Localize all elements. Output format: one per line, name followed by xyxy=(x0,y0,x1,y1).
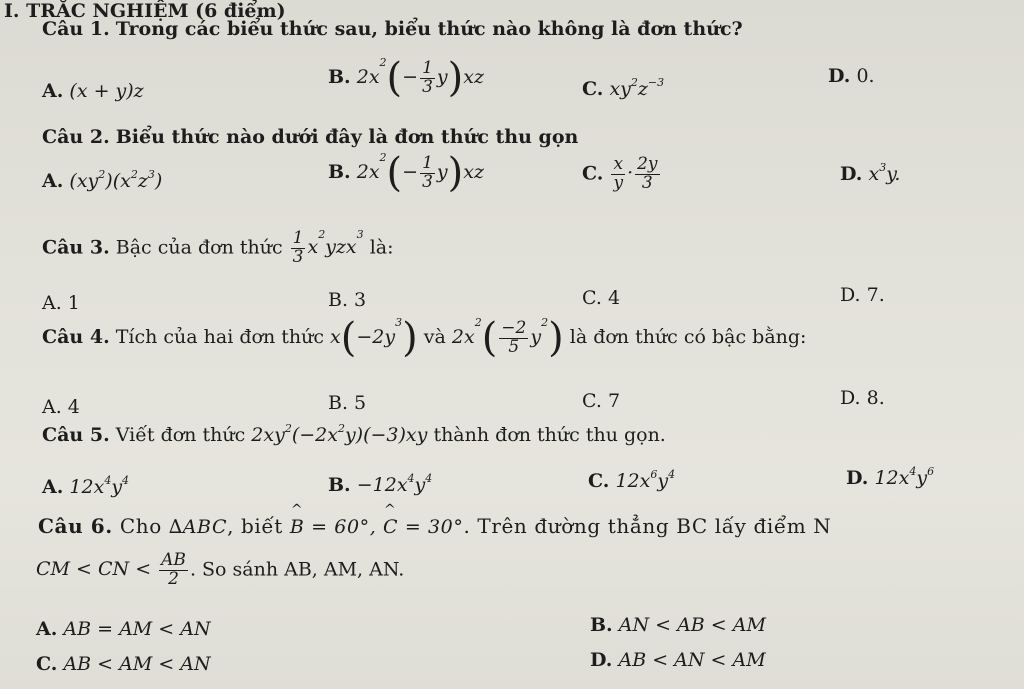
q5-option-b: B. $-12x^4y^4$ xyxy=(328,472,433,496)
question-1-text: Trong các biểu thức sau, biểu thức nào không là đơn thức? xyxy=(115,18,743,40)
q1-option-a: A. (x + y)z xyxy=(42,80,144,102)
q6-option-d-label: D. xyxy=(590,649,613,671)
q4-option-c: C. 7 xyxy=(582,390,621,412)
q3-option-d: D. 7. xyxy=(840,284,885,306)
question-6-tail: . Trên đường thẳng BC lấy điểm N xyxy=(463,514,832,538)
q5-option-c-label: C. xyxy=(588,470,610,492)
q6-option-a-label: A. xyxy=(36,618,58,640)
q2-option-b: B. $2x^2(-$ $\frac{1}{3}$ y)xz xyxy=(328,150,484,196)
question-4-text: Tích của hai đơn thức xyxy=(115,326,324,348)
section-title: I. TRẮC NGHIỆM (6 điểm) xyxy=(4,0,286,22)
q1-option-b-label: B. xyxy=(328,66,351,88)
q2-option-d-label: D. xyxy=(840,163,863,185)
q1-option-c-label: C. xyxy=(582,78,604,100)
q6-option-b-label: B. xyxy=(590,614,613,636)
q5-option-d-label: D. xyxy=(846,467,869,489)
q1-option-d-label: D. xyxy=(828,65,851,87)
question-3-label: Câu 3. xyxy=(42,236,110,259)
question-5-label: Câu 5. xyxy=(42,424,110,446)
q5-option-c: C. $12x^6y^4$ xyxy=(588,468,676,492)
q6-option-c-label: C. xyxy=(36,653,58,675)
q1-option-c: C. $xy^2z^{-3}$ xyxy=(582,76,665,100)
q1-option-d xyxy=(828,65,875,87)
question-4-tail: là đơn thức có bậc bằng: xyxy=(569,326,807,348)
q4-option-d: D. 8. xyxy=(840,387,885,409)
q6-option-a: A. AB = AM < AN xyxy=(36,618,211,640)
question-6-line-2-tail: . So sánh AB, AM, AN. xyxy=(189,558,405,581)
question-6-line-2: CM < CN < $\frac{AB}{2}$ . So sánh AB, AM, AN. xyxy=(36,550,405,589)
question-2-text: Biểu thức nào dưới đây là đơn thức thu gọn xyxy=(115,126,579,148)
q1-option-a-label: A. xyxy=(42,80,64,102)
q6-option-b: B. AN < AB < AM xyxy=(590,614,766,636)
question-5-text: Viết đơn thức xyxy=(115,424,246,446)
q3-option-b: B. 3 xyxy=(328,289,367,311)
q2-option-a-label: A. xyxy=(42,170,64,192)
question-6-label: Câu 6. xyxy=(38,514,113,538)
question-6-mid: , biết xyxy=(227,514,283,538)
question-4: Câu 4. Tích của hai đơn thức $x(-2y^3)$ và $2x^2$( $\frac{-2}{5}$ $y^2$) là đơn thức có bậc bằng: xyxy=(42,315,807,361)
question-4-and: và xyxy=(423,326,446,348)
q6-option-d: D. AB < AN < AM xyxy=(590,649,766,671)
question-2-label: Câu 2. xyxy=(42,126,110,148)
q6-option-c: C. AB < AM < AN xyxy=(36,653,211,675)
q5-option-b-label: B. xyxy=(328,474,351,496)
question-5-tail: thành đơn thức thu gọn. xyxy=(433,424,666,446)
q5-option-a: A. $12x^4y^4$ xyxy=(42,474,130,498)
question-1 xyxy=(42,18,743,40)
q4-option-a: A. 4 xyxy=(42,396,80,418)
question-4-label: Câu 4. xyxy=(42,326,110,348)
question-3-text: Bậc của đơn thức xyxy=(115,236,283,259)
question-2 xyxy=(42,126,578,148)
q5-option-d: D. $12x^4y^6$ xyxy=(846,465,935,489)
question-6: Câu 6. Cho ∆ABC, biết ^ B = 60°, ^ C = 30°. Trên đường thẳng BC lấy điểm N xyxy=(38,514,831,538)
q3-option-c: C. 4 xyxy=(582,287,621,309)
q1-option-d-value: 0. xyxy=(856,65,875,87)
question-5: Câu 5. Viết đơn thức $2xy^2(-2x^2y)(-3)xy$ thành đơn thức thu gọn. xyxy=(42,422,666,446)
q3-option-a: A. 1 xyxy=(42,292,80,314)
q5-option-a-label: A. xyxy=(42,476,64,498)
q1-option-b: B. $2x^2(-$ $\frac{1}{3}$ y)xz xyxy=(328,55,484,101)
question-1-label: Câu 1. xyxy=(42,18,110,40)
q2-option-b-label: B. xyxy=(328,161,351,183)
q2-option-c: C. $\frac{x}{y}$ · $\frac{2y}{3}$ xyxy=(582,154,658,193)
question-3-tail: là: xyxy=(369,236,394,259)
q2-option-c-label: C. xyxy=(582,162,604,185)
q2-option-d: D. $x^3y$. xyxy=(840,161,901,185)
q4-option-b: B. 5 xyxy=(328,392,367,414)
q2-option-a: A. $(xy^2)(x^2z^3)$ xyxy=(42,168,163,192)
question-3: Câu 3. Bậc của đơn thức $\frac{1}{3}$ $x^2yzx^3$ là: xyxy=(42,228,394,267)
question-6-text: Cho xyxy=(119,514,162,538)
